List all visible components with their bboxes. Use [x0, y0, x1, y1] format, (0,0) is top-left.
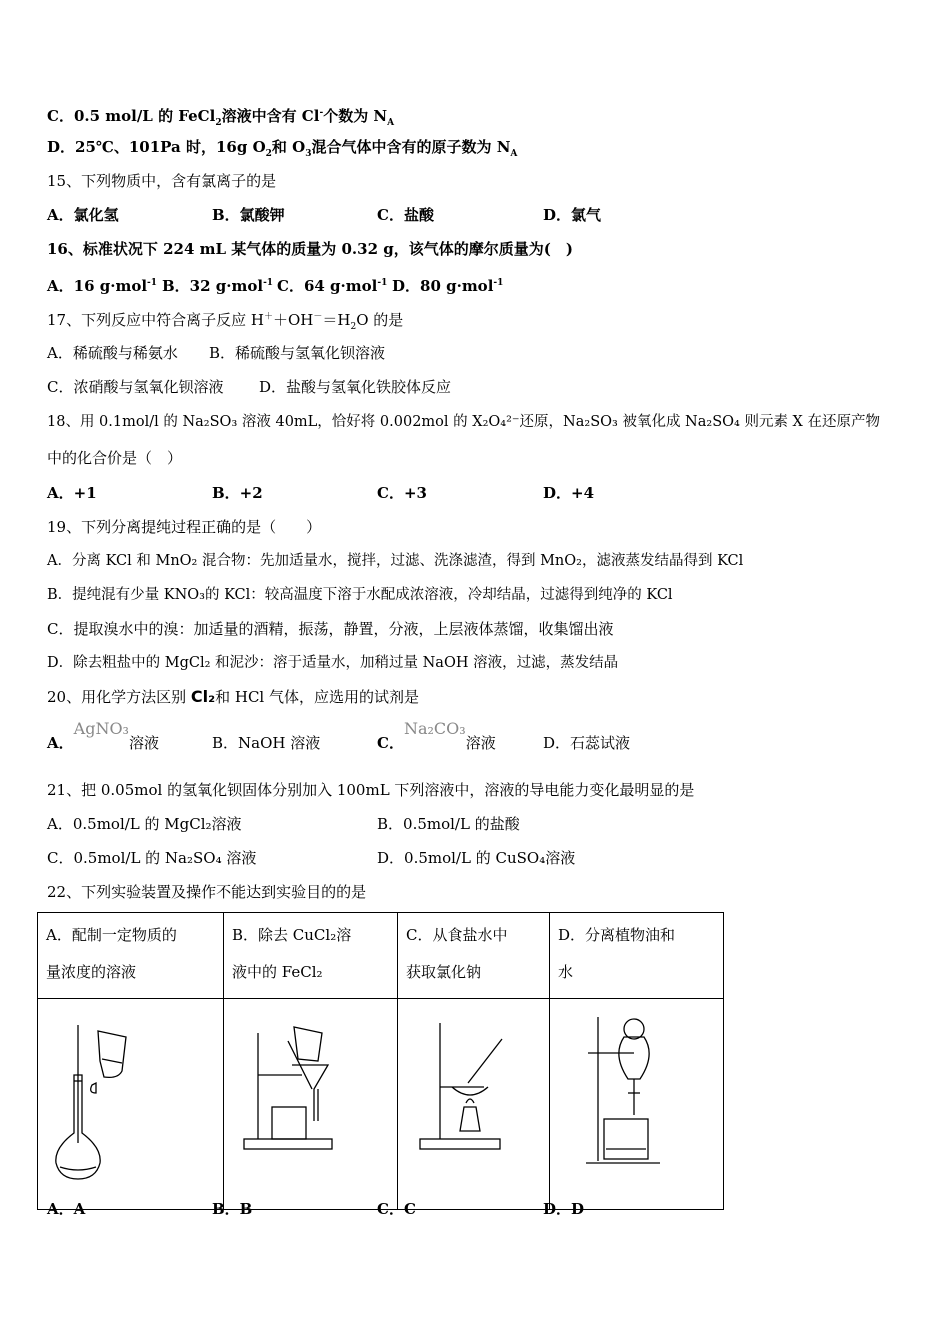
q16-stem: 16、标准状况下 224 mL 某气体的质量为 0.32 g，该气体的摩尔质量为( )	[47, 240, 573, 258]
q22-stem: 22、下列实验装置及操作不能达到实验目的的是	[47, 883, 367, 901]
q16-option-a: A．16 g·mol$^{-1}$	[47, 277, 158, 295]
q21-option-d: D．0.5mol/L 的 CuSO₄溶液	[377, 849, 576, 867]
q16-option-d: D．80 g·mol$^{-1}$	[392, 277, 504, 295]
q20-option-b: B．NaOH 溶液	[212, 734, 321, 752]
q18-stem-line2: 中的化合价是（ ）	[47, 449, 183, 467]
q18-option-a: A．+1	[47, 484, 97, 502]
cell-a-text: A．配制一定物质的 量浓度的溶液	[38, 913, 224, 999]
q15-stem: 15、下列物质中，含有氯离子的是	[47, 172, 277, 190]
q20-option-c: C．Na₂CO₃溶液	[377, 719, 496, 752]
cell-b-text: B．除去 CuCl₂溶 液中的 FeCl₂	[224, 913, 398, 999]
q21-stem: 21、把 0.05mol 的氢氧化钡固体分别加入 100mL 下列溶液中，溶液的导电能力变化最明显的是	[47, 781, 695, 799]
cell-c-text: C．从食盐水中 获取氯化钠	[398, 913, 550, 999]
q19-option-a: A．分离 KCl 和 MnO₂ 混合物：先加适量水，搅拌，过滤、洗涤滤渣，得到 MnO₂，滤液蒸发结晶得到 KCl	[47, 553, 744, 569]
q20-stem: 20、用化学方法区别 Cl₂和 HCl 气体，应选用的试剂是	[47, 687, 419, 706]
q16-option-b: B．32 g·mol$^{-1}$	[162, 277, 274, 295]
q22-option-c: C．C	[377, 1200, 416, 1218]
q19-option-c: C．提取溴水中的溴：加适量的酒精，振荡，静置，分液，上层液体蒸馏，收集馏出液	[47, 620, 614, 638]
experiment-table	[37, 912, 724, 1210]
filtration-diagram	[232, 1003, 389, 1195]
q16-option-c: C．64 g·mol$^{-1}$	[277, 277, 388, 295]
q15-option-c: C．盐酸	[377, 206, 434, 224]
q22-option-d: D．D	[543, 1200, 585, 1218]
q14-option-c: C．0.5 mol/L 的 FeCl$_2$溶液中含有 Cl-个数为 $N_A$	[47, 107, 395, 128]
q20-option-a: A．AgNO₃溶液	[47, 719, 159, 752]
filtration-apparatus	[224, 999, 398, 1210]
q17-option-d: D．盐酸与氢氧化铁胶体反应	[259, 378, 452, 396]
q19-option-d: D．除去粗盐中的 MgCl₂ 和泥沙：溶于适量水，加稍过量 NaOH 溶液，过滤，蒸发结晶	[47, 655, 619, 671]
q22-option-a: A．A	[47, 1200, 86, 1218]
q18-option-b: B．+2	[212, 484, 263, 502]
q15-option-d: D．氯气	[543, 206, 602, 224]
q15-option-a: A．氯化氢	[47, 206, 119, 224]
volumetric-flask-apparatus	[38, 999, 224, 1210]
q14-option-d: D．25℃、101Pa 时，16g $O_2$和 $O_3$混合气体中含有的原子数为 $N_A$	[47, 138, 518, 159]
q18-option-d: D．+4	[543, 484, 595, 502]
q19-stem: 19、下列分离提纯过程正确的是（ ）	[47, 518, 322, 536]
q21-option-c: C．0.5mol/L 的 Na₂SO₄ 溶液	[47, 849, 257, 867]
q20-option-d: D．石蕊试液	[543, 734, 631, 752]
q21-option-b: B．0.5mol/L 的盐酸	[377, 815, 520, 833]
evaporation-diagram	[406, 1003, 541, 1195]
q18-stem-line1: 18、用 0.1mol/l 的 Na₂SO₃ 溶液 40mL，恰好将 0.002mol 的 X₂O₄²⁻还原，Na₂SO₃ 被氧化成 Na₂SO₄ 则元素 X 在还原产物	[47, 414, 880, 430]
q18-option-c: C．+3	[377, 484, 427, 502]
q17-option-b: B．稀硫酸与氢氧化钡溶液	[209, 344, 386, 362]
separatory-funnel-apparatus	[550, 999, 724, 1210]
q17-option-a: A．稀硫酸与稀氨水	[47, 344, 178, 362]
q21-option-a: A．0.5mol/L 的 MgCl₂溶液	[47, 815, 242, 833]
q17-option-c: C．浓硝酸与氢氧化钡溶液	[47, 378, 224, 396]
q15-option-b: B．氯酸钾	[212, 206, 285, 224]
cell-d-text: D．分离植物油和 水	[550, 913, 724, 999]
evaporation-apparatus	[398, 999, 550, 1210]
q19-option-b: B．提纯混有少量 KNO₃的 KCl：较高温度下溶于水配成浓溶液，冷却结晶，过滤得到纯净的 KCl	[47, 587, 673, 603]
q22-option-b: B．B	[212, 1200, 253, 1218]
separatory-funnel-diagram	[558, 1003, 715, 1195]
q17-stem: 17、下列反应中符合离子反应 $H^++OH^-=H_2O$ 的是	[47, 311, 404, 332]
volumetric-flask-diagram	[46, 1003, 215, 1195]
